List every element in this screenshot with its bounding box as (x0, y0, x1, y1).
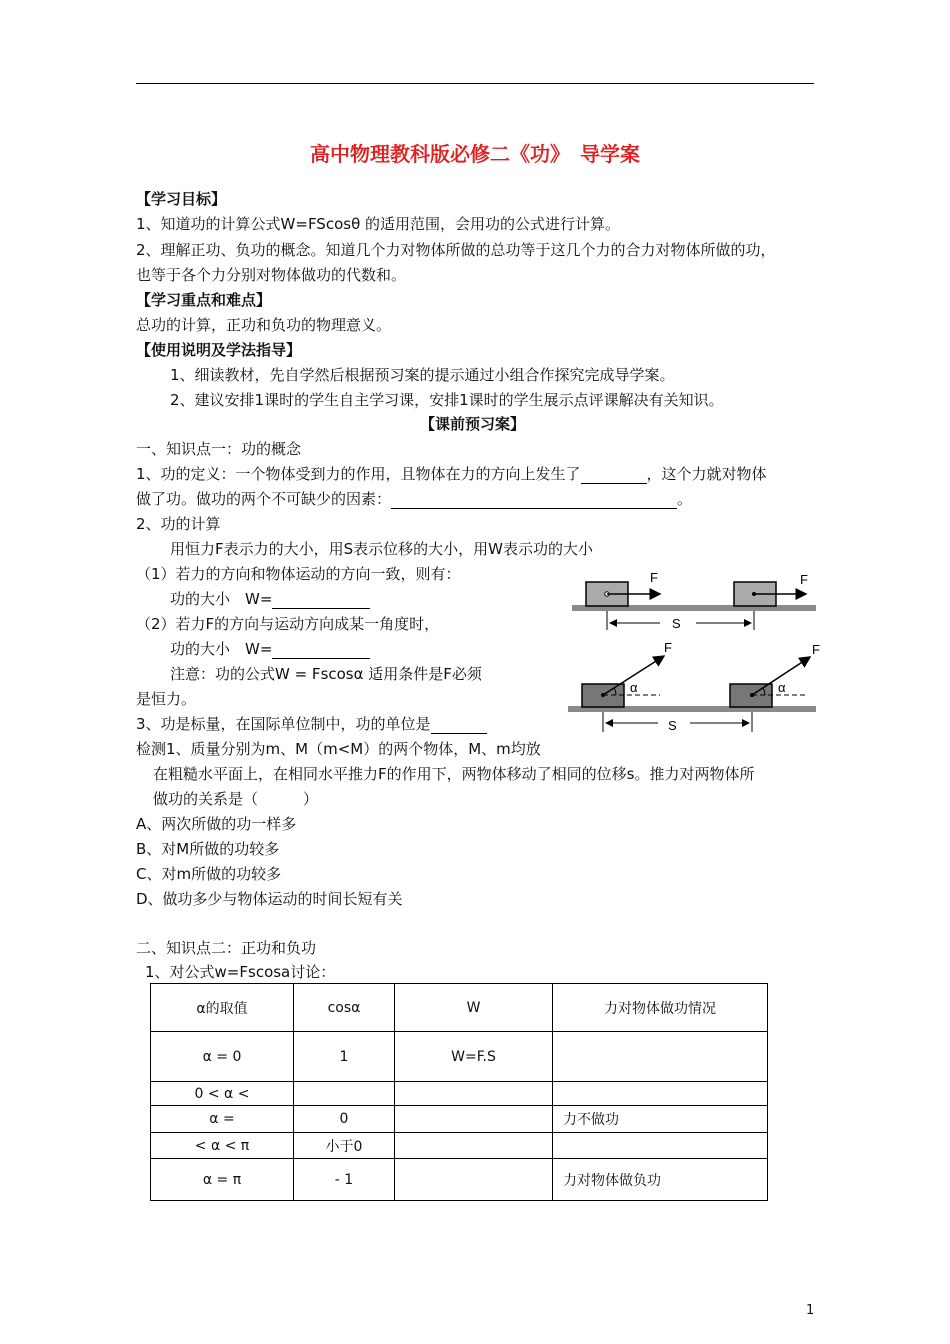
objective-2a: 2、理解正功、负功的概念。知道几个力对物体所做的总功等于这几个力的合力对物体所做的功， (136, 241, 776, 259)
keypoints-text: 总功的计算，正功和负功的物理意义。 (136, 316, 392, 334)
usage-2: 2、建议安排1课时的学生自主学习课，安排1课时的学生展示点评课解决有关知识。 (170, 391, 724, 409)
cell: 1 (294, 1032, 395, 1082)
cell: 小于0 (294, 1133, 395, 1159)
cell: 力对物体做负功 (553, 1159, 768, 1201)
cell[interactable] (553, 1032, 768, 1082)
option-a: A、两次所做的功一样多 (136, 815, 297, 833)
cell[interactable] (294, 1082, 395, 1106)
kp2-discuss: 1、对公式w=Fscosa讨论： (145, 963, 336, 981)
cell: 0 (294, 1106, 395, 1133)
note-b: 是恒力。 (136, 690, 197, 708)
header-cos: cosα (294, 984, 395, 1032)
preview-heading: 【课前预习案】 (420, 415, 526, 433)
objective-2b: 也等于各个力分别对物体做功的代数和。 (136, 266, 407, 284)
table-row (151, 1159, 768, 1201)
header-situation: 力对物体做功情况 (553, 984, 768, 1032)
option-b: B、对M所做的功较多 (136, 840, 280, 858)
kp1-title: 一、知识点一：功的概念 (136, 440, 302, 458)
cell: W=F.S (395, 1032, 553, 1082)
force-label-bottom-right: F (812, 642, 820, 657)
definition-line1 (136, 464, 767, 484)
check-c: 做功的关系是（ ） (153, 790, 319, 808)
case1-w: 功的大小 W= (170, 590, 273, 608)
usage-1: 1、细读教材，先自学然后根据预习案的提示通过小组合作探究完成导学案。 (170, 366, 675, 384)
force-diagrams (560, 560, 830, 745)
cell: 0 < α < (151, 1082, 294, 1106)
definition-text-b: ，这个力就对物体 (646, 465, 767, 483)
definition-text-d: 。 (677, 490, 693, 508)
keypoints-heading: 【学习重点和难点】 (136, 291, 272, 309)
cell: α = π (151, 1159, 294, 1201)
cell: < α < π (151, 1133, 294, 1159)
angle-label-bottom-right: α (778, 680, 786, 695)
disp-label-bottom: S (668, 718, 677, 733)
blank-case1[interactable] (272, 593, 370, 609)
cell: α = 0 (151, 1032, 294, 1082)
force-label-top-left: F (650, 570, 658, 585)
definition-line2 (136, 489, 692, 509)
cell: 力不做功 (553, 1106, 768, 1133)
force-label-top-right: F (800, 572, 808, 587)
table-row (151, 1106, 768, 1133)
check-a: 检测1、质量分别为m、M（m<M）的两个物体，M、m均放 (136, 740, 541, 758)
kp2-title: 二、知识点二：正功和负功 (136, 939, 317, 957)
case2-w-line (170, 639, 370, 659)
cell[interactable] (553, 1133, 768, 1159)
check-b: 在粗糙水平面上，在相同水平推力F的作用下，两物体移动了相同的位移s。推力对两物体所 (153, 765, 755, 783)
case2: （2）若力F的方向与运动方向成某一角度时， (136, 615, 440, 633)
blank-factors[interactable] (391, 493, 677, 509)
case1: （1）若力的方向和物体运动的方向一致，则有： (136, 565, 461, 583)
definition-text-a: 1、功的定义：一个物体受到力的作用，且物体在力的方向上发生了 (136, 465, 581, 483)
option-d: D、做功多少与物体运动的时间长短有关 (136, 890, 403, 908)
table-row (151, 1082, 768, 1106)
note-a: 注意：功的公式W = Fscosα 适用条件是F必须 (170, 665, 482, 683)
force-label-bottom-left: F (664, 640, 672, 655)
disp-label-top: S (672, 616, 681, 631)
blank-case2[interactable] (272, 643, 370, 659)
cell[interactable] (395, 1159, 553, 1201)
case2-w: 功的大小 W= (170, 640, 273, 658)
calc-title: 2、功的计算 (136, 515, 221, 533)
cell[interactable] (395, 1082, 553, 1106)
table-header-row (151, 984, 768, 1032)
usage-heading: 【使用说明及学法指导】 (136, 341, 302, 359)
case1-w-line (170, 589, 370, 609)
cell[interactable] (395, 1133, 553, 1159)
unit-line (136, 714, 487, 734)
cell: α = (151, 1106, 294, 1133)
option-c: C、对m所做的功较多 (136, 865, 282, 883)
table-row (151, 1032, 768, 1082)
calc-intro: 用恒力F表示力的大小，用S表示位移的大小，用W表示功的大小 (170, 540, 593, 558)
header-rule (136, 83, 814, 84)
cell: - 1 (294, 1159, 395, 1201)
table-row (151, 1133, 768, 1159)
cell[interactable] (553, 1082, 768, 1106)
discussion-table (150, 983, 768, 1201)
blank-displacement[interactable] (581, 468, 647, 484)
objectives-heading: 【学习目标】 (136, 190, 227, 208)
unit-text: 3、功是标量，在国际单位制中，功的单位是 (136, 715, 431, 733)
objective-1: 1、知道功的计算公式W=FScosθ 的适用范围，会用功的公式进行计算。 (136, 215, 621, 233)
definition-text-c: 做了功。做功的两个不可缺少的因素： (136, 490, 392, 508)
header-alpha: α的取值 (151, 984, 294, 1032)
cell[interactable] (395, 1106, 553, 1133)
page-number: 1 (806, 1303, 815, 1318)
page-title: 高中物理教科版必修二《功》 导学案 (310, 142, 640, 166)
blank-unit[interactable] (431, 718, 487, 734)
header-w: W (395, 984, 553, 1032)
angle-label-bottom-left: α (630, 680, 638, 695)
